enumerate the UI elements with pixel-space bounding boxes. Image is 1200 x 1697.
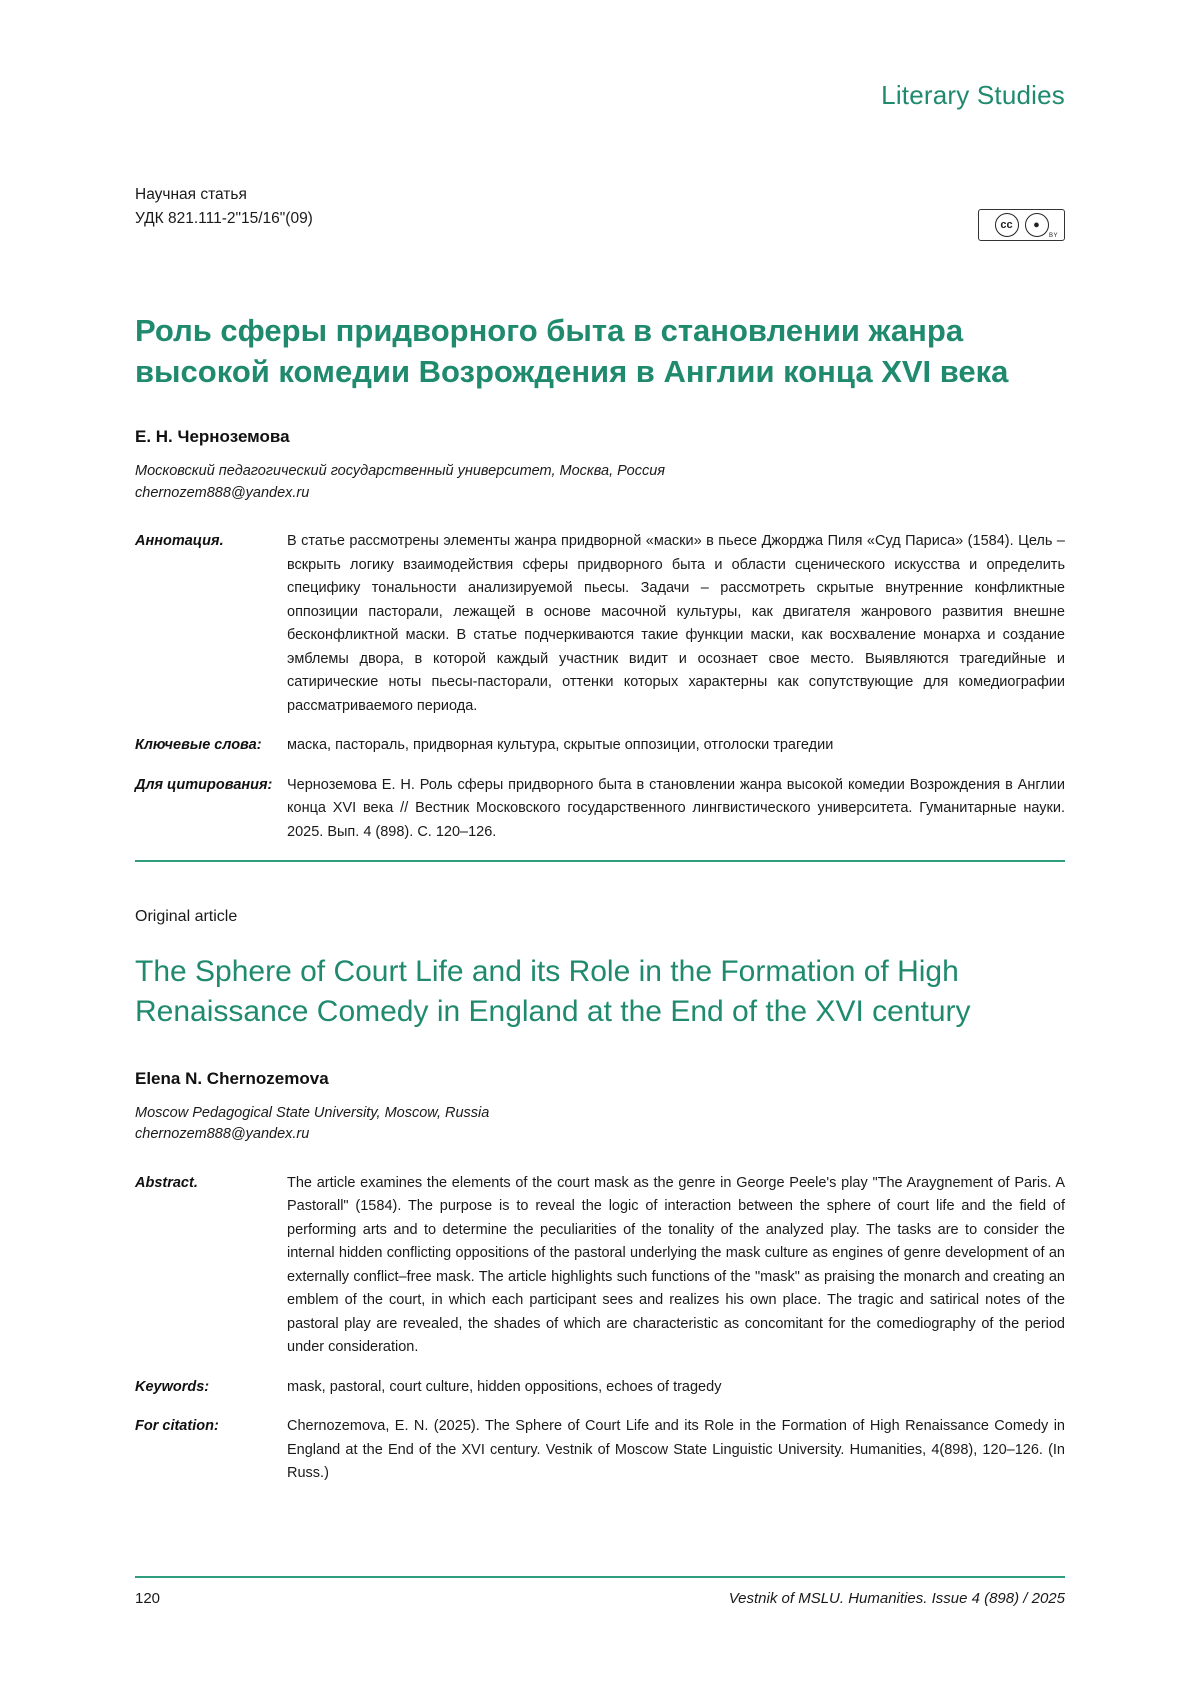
- email-ru: chernozem888@yandex.ru: [135, 484, 310, 501]
- citation-row-en: [135, 1415, 1065, 1485]
- keywords-text-ru: маска, пастораль, придворная культура, скрытые оппозиции, отголоски трагедии: [287, 737, 834, 754]
- abstract-row-en: [135, 1172, 1065, 1360]
- cc-mark-icon: cc: [995, 213, 1019, 237]
- page-title-ru: Роль сферы придворного быта в становлении жанра высокой комедии Возрождения в Англии конца XVI века: [135, 313, 1009, 389]
- footer-row: [135, 1590, 1065, 1607]
- keywords-row-en: [135, 1376, 1065, 1399]
- original-article-label: Original article: [135, 908, 238, 926]
- author-en: Elena N. Chernozemova: [135, 1068, 329, 1088]
- meta-block: [135, 183, 1065, 255]
- journal-info: Vestnik of MSLU. Humanities. Issue 4 (898) / 2025: [728, 1590, 1065, 1607]
- abstract-label-ru: Аннотация.: [135, 533, 224, 550]
- abstract-row-ru: [135, 530, 1065, 718]
- abstract-text-ru: В статье рассмотрены элементы жанра придворной «маски» в пьесе Джорджа Пиля «Суд Париса» (1584). Цель – вскрыть логику взаимодействия сферы придворного быта и области сценического искусства и определить специфику тональности анализируемой пьесы. Задачи – рассмотреть скрытые внутренние конфликтные оппозиции пасторали, лежащей в основе масочной культуры, как двигателя жанрового развития внешне бесконфликтной маски. В статье подчеркиваются такие функции маски, как восхваление монарха и создание эмблемы двора, в которой каждый участник видит и осознает свое место. Выявляются трагедийные и сатирические ноты пьесы-пасторали, оттенки которых характерны как сопутствующие для комедиографии рассматриваемого периода.: [287, 533, 1065, 714]
- page-title-en: The Sphere of Court Life and its Role in the Formation of High Renaissance Comedy in England at the End of the XVI century: [135, 955, 971, 1029]
- keywords-label-ru: Ключевые слова:: [135, 737, 262, 754]
- abstract-block-ru: [135, 530, 1065, 862]
- citation-text-en: Chernozemova, E. N. (2025). The Sphere of Court Life and its Role in the Formation of High Renaissance Comedy in England at the End of the XVI century. Vestnik of Moscow State Linguistic University. Humanities, 4(898), 120–126. (In Russ.): [287, 1418, 1065, 1482]
- cc-by-icon: ●: [1025, 213, 1049, 237]
- abstract-block-en: [135, 1172, 1065, 1486]
- creative-commons-icon: [978, 209, 1065, 241]
- section-divider: [135, 860, 1065, 862]
- keywords-text-en: mask, pastoral, court culture, hidden oppositions, echoes of tragedy: [287, 1378, 722, 1395]
- email-en: chernozem888@yandex.ru: [135, 1126, 310, 1143]
- running-head: Literary Studies: [881, 80, 1065, 110]
- abstract-text-en: The article examines the elements of the court mask as the genre in George Peele's play "The Araygnement of Paris. A Pastorall" (1584). The purpose is to reveal the logic of interaction between the sphere of court life and the field of performing arts and to determine the peculiarities of the tonality of the analyzed play. The tasks are to consider the internal hidden conflicting oppositions of the pastoral underlying the mask culture as engines of genre development of an externally conflict–free mask. The article highlights such functions of the "mask" as praising the monarch and creating an emblem of the court, in which each participant sees and realizes his own place. The tragic and satirical notes of the pastoral play are revealed, the shades of which are characteristic as concomitant for the comediography of the period under consideration.: [287, 1175, 1065, 1356]
- citation-text-ru: Черноземова Е. Н. Роль сферы придворного быта в становлении жанра высокой комедии Возрождения в Англии конца XVI века // Вестник Московского государственного лингвистического университета. Гуманитарные науки. 2025. Вып. 4 (898). С. 120–126.: [287, 776, 1065, 840]
- keywords-label-en: Keywords:: [135, 1378, 210, 1395]
- citation-row-ru: [135, 774, 1065, 844]
- page-footer: [135, 1576, 1065, 1607]
- page-number: 120: [135, 1590, 161, 1607]
- affiliation-ru: Московский педагогический государственный университет, Москва, Россия: [135, 462, 666, 479]
- article-type-ru: Научная статья: [135, 186, 247, 203]
- citation-label-en: For citation:: [135, 1418, 219, 1435]
- cc-by-label: BY: [1048, 233, 1058, 239]
- abstract-label-en: Abstract.: [135, 1175, 198, 1191]
- keywords-row-ru: [135, 734, 1065, 757]
- footer-divider: [135, 1576, 1065, 1578]
- author-ru: Е. Н. Черноземова: [135, 426, 290, 446]
- citation-label-ru: Для цитирования:: [135, 776, 273, 793]
- udc-code: УДК 821.111-2"15/16"(09): [135, 210, 313, 228]
- affiliation-en: Moscow Pedagogical State University, Moscow, Russia: [135, 1104, 490, 1121]
